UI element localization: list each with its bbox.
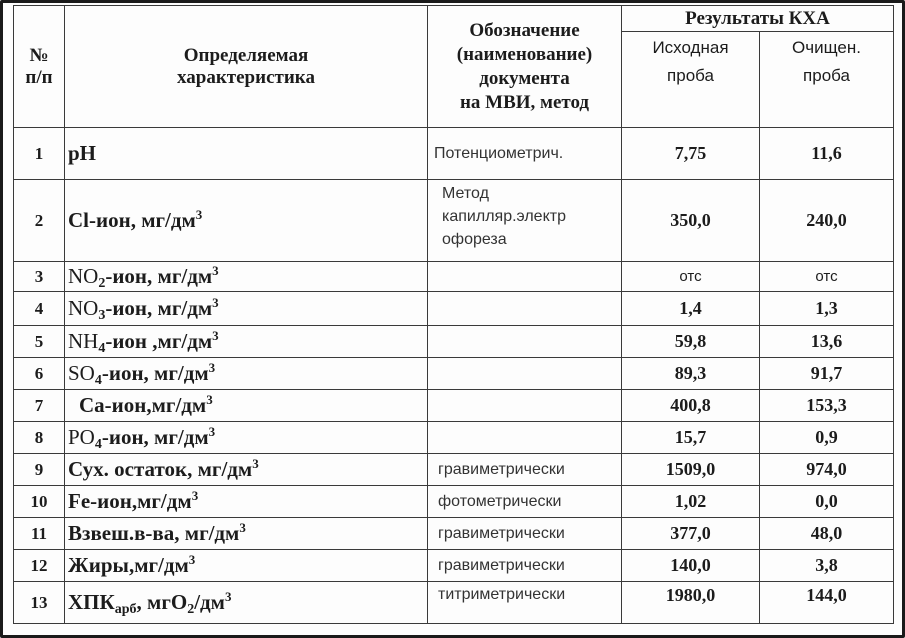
- table-row: [14, 180, 894, 262]
- header-characteristic-line2: характеристика: [177, 66, 315, 88]
- header-characteristic: [65, 6, 428, 128]
- row-characteristic: [65, 358, 428, 390]
- unit-superscript: 3: [208, 424, 216, 439]
- row-number: 6: [14, 358, 65, 390]
- row-number: 8: [14, 422, 65, 454]
- row-number: 12: [14, 550, 65, 582]
- row-number: 10: [14, 486, 65, 518]
- header-cleaned-sample: [760, 32, 894, 128]
- row-method: титриметрически: [428, 582, 622, 624]
- formula-subscript: 4: [98, 341, 106, 356]
- row-initial-value: 89,3: [622, 358, 760, 390]
- formula-subscript: 2: [98, 276, 106, 291]
- unit-superscript: 3: [212, 328, 219, 343]
- header-cleaned-line2: проба: [803, 66, 850, 85]
- row-initial-value: 59,8: [622, 326, 760, 358]
- row-cleaned-value: 974,0: [760, 454, 894, 486]
- header-method-line3: документа: [479, 67, 570, 89]
- row-method: [428, 358, 622, 390]
- row-method: [428, 262, 622, 292]
- row-cleaned-value: 0,9: [760, 422, 894, 454]
- row-characteristic: [65, 486, 428, 518]
- analysis-results-table: [13, 5, 894, 624]
- characteristic-text: -ион, мг/дм: [105, 264, 213, 288]
- row-characteristic: [65, 550, 428, 582]
- formula-subscript: арб: [114, 602, 137, 617]
- formula-text: NO: [68, 296, 99, 320]
- unit-superscript: 3: [224, 589, 232, 604]
- characteristic-text: Взвеш.в-ва, мг/дм: [68, 521, 240, 545]
- header-number-line1: №: [29, 44, 49, 66]
- row-characteristic: [65, 582, 428, 624]
- unit-superscript: 3: [208, 360, 216, 375]
- row-number: 11: [14, 518, 65, 550]
- row-cleaned-value: 144,0: [760, 582, 894, 624]
- row-cleaned-value: 1,3: [760, 292, 894, 326]
- row-number: 3: [14, 262, 65, 292]
- unit-superscript: 3: [212, 295, 219, 310]
- row-initial-value: 1980,0: [622, 582, 760, 624]
- formula-subscript: 3: [98, 308, 106, 323]
- row-characteristic: [65, 262, 428, 292]
- row-method: [428, 422, 622, 454]
- characteristic-text: Са-ион,мг/дм: [79, 393, 207, 417]
- formula-subscript: 4: [94, 437, 102, 452]
- formula-subscript: 4: [94, 373, 102, 388]
- header-method-line4: на МВИ, метод: [459, 91, 590, 113]
- header-number: [14, 6, 65, 128]
- row-cleaned-value: 48,0: [760, 518, 894, 550]
- unit-superscript: 3: [212, 263, 219, 278]
- row-initial-value: 140,0: [622, 550, 760, 582]
- row-method: фотометрически: [428, 486, 622, 518]
- header-method-line2: (наименование): [456, 43, 593, 65]
- unit-superscript: 3: [206, 392, 213, 407]
- header-initial-line2: проба: [667, 66, 714, 85]
- characteristic-text: -ион, мг/дм: [101, 361, 209, 385]
- row-number: 2: [14, 180, 65, 262]
- header-characteristic-line1: Определяемая: [183, 44, 309, 66]
- row-cleaned-value: 240,0: [760, 180, 894, 262]
- row-cleaned-value: 11,6: [760, 128, 894, 180]
- row-method: гравиметрически: [428, 550, 622, 582]
- unit-superscript: 3: [195, 207, 203, 222]
- unit-superscript: 3: [252, 456, 259, 471]
- row-number: 5: [14, 326, 65, 358]
- row-method: гравиметрически: [428, 454, 622, 486]
- unit-superscript: 3: [191, 488, 199, 503]
- unit-superscript: 3: [188, 552, 196, 567]
- row-number: 1: [14, 128, 65, 180]
- table-row: [14, 518, 894, 550]
- table-row: [14, 262, 894, 292]
- row-characteristic: [65, 454, 428, 486]
- row-characteristic: [65, 422, 428, 454]
- row-cleaned-value: 0,0: [760, 486, 894, 518]
- row-initial-value: 1509,0: [622, 454, 760, 486]
- row-method: [428, 390, 622, 422]
- characteristic-text: -ион, мг/дм: [101, 425, 209, 449]
- formula-subscript: 2: [187, 602, 195, 617]
- row-method: Потенциометрич.: [428, 128, 622, 180]
- row-method: гравиметрически: [428, 518, 622, 550]
- row-initial-value: 1,4: [622, 292, 760, 326]
- formula-text: ХПК: [68, 590, 115, 614]
- row-characteristic: [65, 518, 428, 550]
- row-cleaned-value: 91,7: [760, 358, 894, 390]
- header-cleaned-line1: Очищен.: [792, 38, 861, 57]
- table-row: [14, 582, 894, 624]
- characteristic-text: pH: [68, 141, 97, 165]
- row-initial-value: отс: [622, 262, 760, 292]
- table-row: [14, 486, 894, 518]
- row-characteristic: [65, 292, 428, 326]
- row-characteristic: [65, 128, 428, 180]
- characteristic-text: -ион ,мг/дм: [105, 329, 213, 353]
- header-method-line1: Обозначение: [469, 19, 580, 41]
- formula-text: PO: [68, 425, 95, 449]
- table-row: [14, 326, 894, 358]
- row-characteristic: [65, 326, 428, 358]
- row-initial-value: 377,0: [622, 518, 760, 550]
- characteristic-text: Cl-ион, мг/дм: [68, 208, 196, 232]
- characteristic-text: Жиры,мг/дм: [68, 553, 189, 577]
- row-number: 13: [14, 582, 65, 624]
- row-initial-value: 7,75: [622, 128, 760, 180]
- row-cleaned-value: 3,8: [760, 550, 894, 582]
- row-method: [428, 180, 622, 262]
- table-row: [14, 422, 894, 454]
- unit-superscript: 3: [239, 520, 246, 535]
- formula-text: SO: [68, 361, 95, 385]
- header-method: [428, 6, 622, 128]
- header-initial-line1: Исходная: [652, 38, 729, 57]
- row-initial-value: 1,02: [622, 486, 760, 518]
- row-initial-value: 15,7: [622, 422, 760, 454]
- characteristic-text: , мгО: [136, 590, 188, 614]
- row-number: 7: [14, 390, 65, 422]
- table-row: [14, 292, 894, 326]
- table-row: [14, 128, 894, 180]
- row-characteristic: [65, 180, 428, 262]
- formula-text: NH: [68, 329, 99, 353]
- row-cleaned-value: 13,6: [760, 326, 894, 358]
- characteristic-text: Сух. остаток, мг/дм: [68, 457, 253, 481]
- method-line: Метод: [442, 185, 489, 202]
- row-number: 9: [14, 454, 65, 486]
- row-method: [428, 326, 622, 358]
- row-characteristic: [65, 390, 428, 422]
- header-results: Результаты КХА: [622, 6, 894, 32]
- method-line: офореза: [442, 231, 507, 248]
- formula-text: NO: [68, 264, 99, 288]
- row-cleaned-value: 153,3: [760, 390, 894, 422]
- header-number-line2: п/п: [25, 66, 53, 88]
- row-initial-value: 350,0: [622, 180, 760, 262]
- table-row: [14, 454, 894, 486]
- characteristic-text: Fe-ион,мг/дм: [68, 489, 192, 513]
- table-row: [14, 358, 894, 390]
- header-initial-sample: [622, 32, 760, 128]
- row-cleaned-value: отс: [760, 262, 894, 292]
- table-row: [14, 550, 894, 582]
- row-initial-value: 400,8: [622, 390, 760, 422]
- row-number: 4: [14, 292, 65, 326]
- characteristic-text: -ион, мг/дм: [105, 296, 213, 320]
- row-method: [428, 292, 622, 326]
- table-row: [14, 390, 894, 422]
- method-line: капилляр.электр: [442, 208, 566, 225]
- characteristic-text: /дм: [194, 590, 225, 614]
